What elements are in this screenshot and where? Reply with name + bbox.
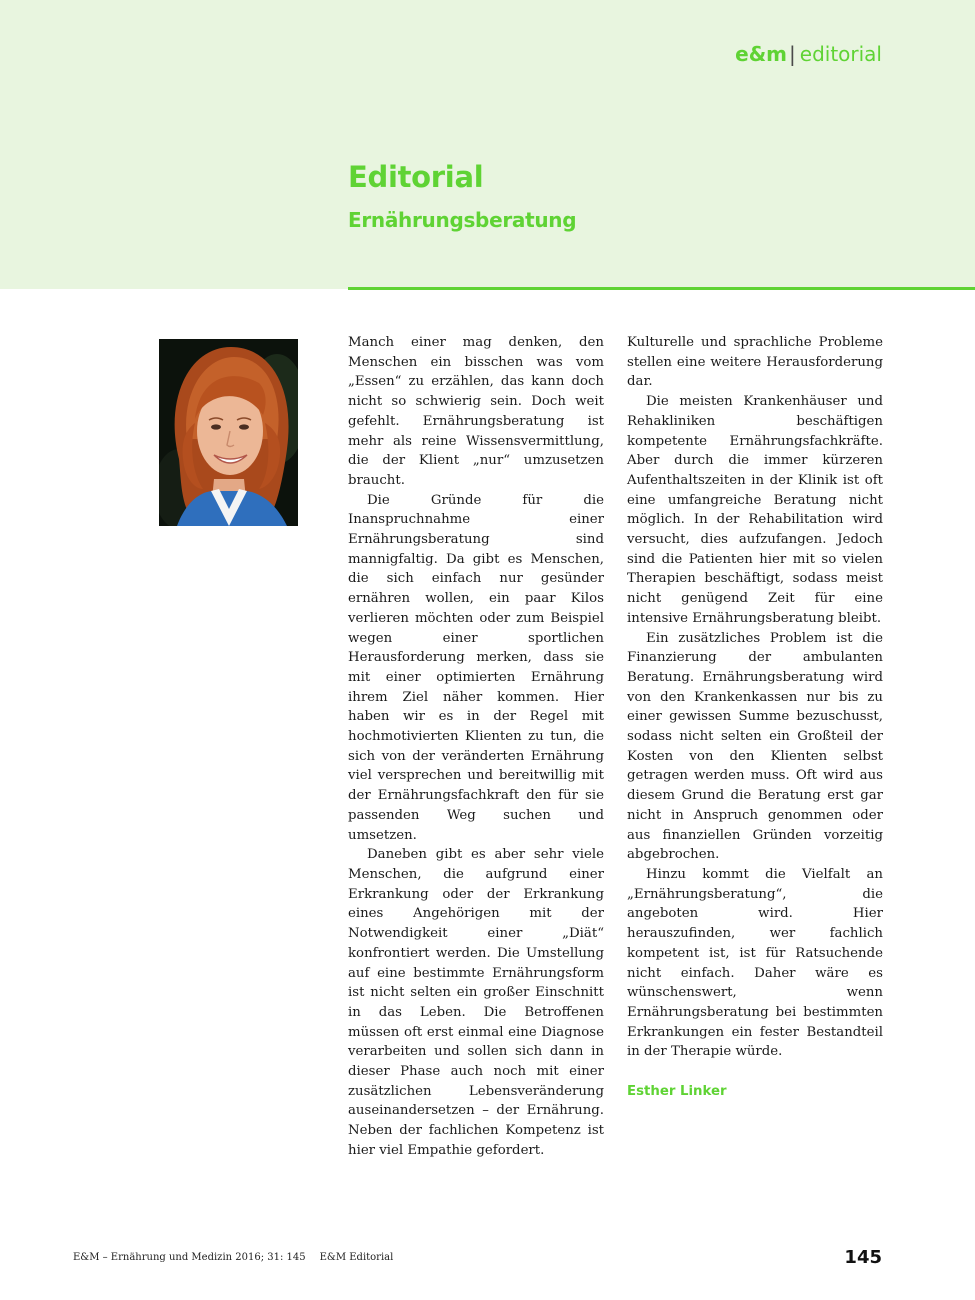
journal-brand: e&m	[735, 42, 788, 66]
article-title: Editorial	[348, 160, 484, 194]
paragraph: Ein zusätzliches Problem ist die Finanzierung der ambulanten Beratung. Ernährungsberatung wird von den Krankenkassen nur bis zu einer gewissen Summe bezuschusst, sodass nicht selten ein Großteil der Kosten von den Klienten selbst getragen werden muss. Oft wird aus diesem Grund die Beratung erst gar nicht in Anspruch genommen oder aus finanziellen Gründen vorzeitig abgebrochen.	[627, 630, 883, 863]
paragraph: Manch einer mag denken, den Menschen ein bisschen was vom „Essen“ zu erzählen, das kann doch nicht so schwierig sein. Doch weit gefehlt. Ernährungsberatung ist mehr als reine Wissensvermittlung, die der Klient „nur“ umzusetzen braucht.	[348, 335, 604, 488]
author-name: Esther Linker	[627, 1083, 727, 1099]
running-head	[735, 42, 882, 66]
footer-label: E&M Editorial	[319, 1252, 394, 1263]
paragraph: Kulturelle und sprachliche Probleme stellen eine weitere Herausforderung dar.	[627, 335, 883, 390]
citation-text: E&M – Ernährung und Medizin 2016; 31: 145	[73, 1252, 306, 1263]
text-column-left	[348, 333, 604, 1161]
paragraph: Daneben gibt es aber sehr viele Menschen, die aufgrund einer Erkrankung oder der Erkrankung eines Angehörigen mit der Notwendigkeit einer „Diät“ konfrontiert werden. Die Umstellung auf eine bestimmte Ernährungsform ist nicht selten ein großer Einschnitt in das Leben. Die Betroffenen müssen oft erst einmal eine Diagnose verarbeiten und sollen sich dann in dieser Phase auch noch mit einer zusätzlichen Lebensveränderung auseinandersetzen – der Ernährung. Neben der fachlichen Kompetenz ist hier viel Empathie gefordert.	[348, 847, 604, 1158]
title-rule	[348, 287, 975, 290]
footer-citation	[73, 1252, 393, 1263]
article-subtitle: Ernährungsberatung	[348, 208, 577, 232]
paragraph: Hinzu kommt die Vielfalt an „Ernährungsberatung“, die angeboten wird. Hier herauszufinden, wer fachlich kompetent ist, ist für Ratsuchende nicht einfach. Daher wäre es wünschenswert, wenn Ernährungsberatung bei bestimmten Erkrankungen ein fester Bestandteil in der Therapie würde.	[627, 866, 883, 1060]
section-label: editorial	[799, 42, 882, 66]
text-column-right	[627, 333, 883, 1101]
paragraph: Die meisten Krankenhäuser und Rehakliniken beschäftigen kompetente Ernährungsfachkräfte. Aber durch die immer kürzeren Aufenthaltszeiten in der Klinik ist oft eine umfangreiche Beratung nicht möglich. In der Rehabilitation wird versucht, dies aufzufangen. Jedoch sind die Patienten hier mit so vielen Therapien beschäftigt, sodass meist nicht genügend Zeit für eine intensive Ernährungsberatung bleibt.	[627, 394, 883, 626]
page-number: 145	[844, 1247, 882, 1268]
author-photo	[159, 339, 298, 526]
paragraph: Die Gründe für die Inanspruchnahme einer Ernährungsberatung sind mannigfaltig. Da gibt es Menschen, die sich einfach nur gesünder ernähren wollen, ein paar Kilos verlieren möchten oder zum Beispiel wegen einer sportlichen Herausforderung merken, dass sie mit einer optimierten Ernährung ihrem Ziel näher kommen. Hier haben wir es in der Regel mit hochmotivierten Klienten zu tun, die sich von der veränderten Ernährung viel versprechen und bereitwillig mit der Ernährungsfachkraft den für sie passenden Weg suchen und umsetzen.	[348, 492, 604, 843]
running-head-separator: |	[789, 42, 796, 66]
